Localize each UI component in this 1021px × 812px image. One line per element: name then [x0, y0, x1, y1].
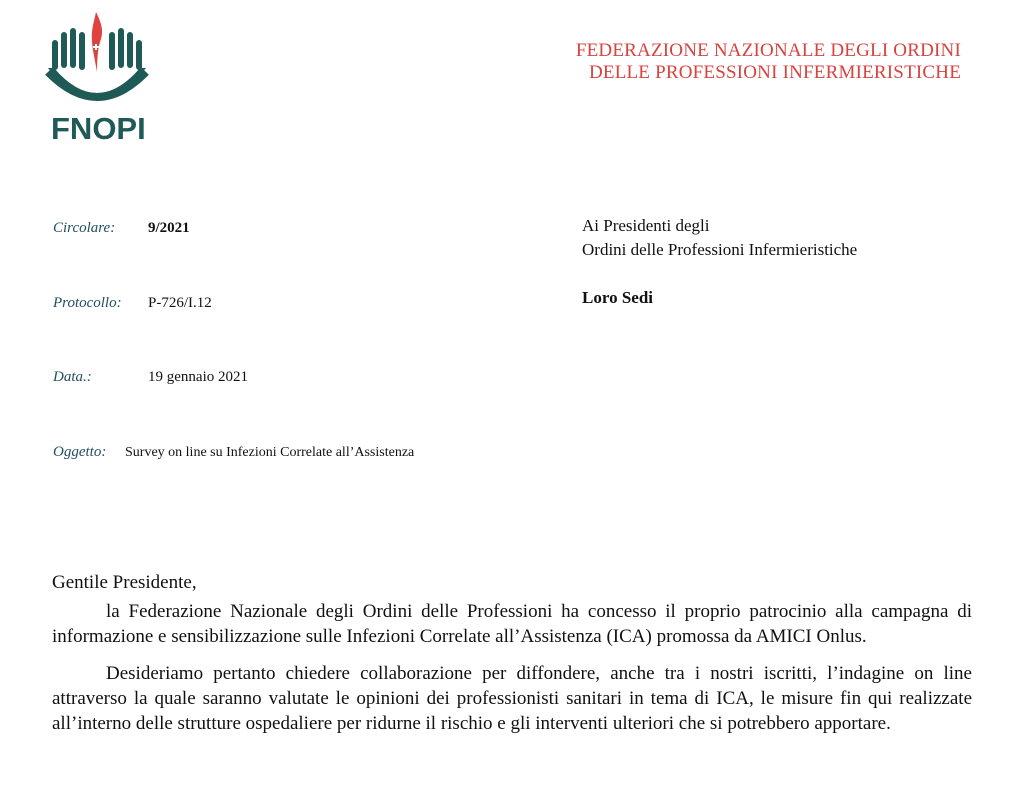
- organization-name-line2: DELLE PROFESSIONI INFERMIERISTICHE: [588, 62, 961, 83]
- addressee-block: [582, 214, 857, 262]
- addressee-line1: Ai Presidenti degli: [582, 216, 710, 235]
- letter-body: [52, 570, 972, 748]
- protocollo-label: Protocollo:: [53, 295, 122, 311]
- body-paragraph-2: Desideriamo pertanto chiedere collaborazione per diffondere, anche tra i nostri iscritti, l’indagine on line attraverso la quale saranno valutate le opinioni dei professionisti sanitari in tema di ICA, le misure fin qui realizzate all’interno delle strutture ospedaliere per ridurne il rischio e gli interventi ulteriori che si potrebbero apportare.: [52, 663, 972, 734]
- hands-flame-icon: [42, 10, 152, 115]
- circolare-label: Circolare:: [53, 220, 116, 236]
- addressee-line2: Ordini delle Professioni Infermieristiche: [582, 240, 858, 259]
- oggetto-label: Oggetto:: [53, 444, 107, 460]
- logo-wordmark: FNOPI: [51, 111, 146, 146]
- organization-name-line1: FEDERAZIONE NAZIONALE DEGLI ORDINI: [575, 40, 961, 61]
- loro-sedi: Loro Sedi: [582, 288, 654, 307]
- protocollo-value: P-726/I.12: [148, 295, 212, 311]
- circolare-value: 9/2021: [148, 220, 190, 236]
- oggetto-value: Survey on line su Infezioni Correlate all’Assistenza: [125, 445, 415, 460]
- data-label: Data.:: [53, 369, 92, 385]
- organization-name: [576, 40, 961, 84]
- body-paragraph-1: la Federazione Nazionale degli Ordini delle Professioni ha concesso il proprio patrocinio alla campagna di informazione e sensibilizzazione sulle Infezioni Correlate all’Assistenza (ICA) promossa da AMICI Onlus.: [52, 601, 972, 647]
- salutation: Gentile Presidente,: [52, 572, 197, 593]
- data-value: 19 gennaio 2021: [148, 369, 248, 385]
